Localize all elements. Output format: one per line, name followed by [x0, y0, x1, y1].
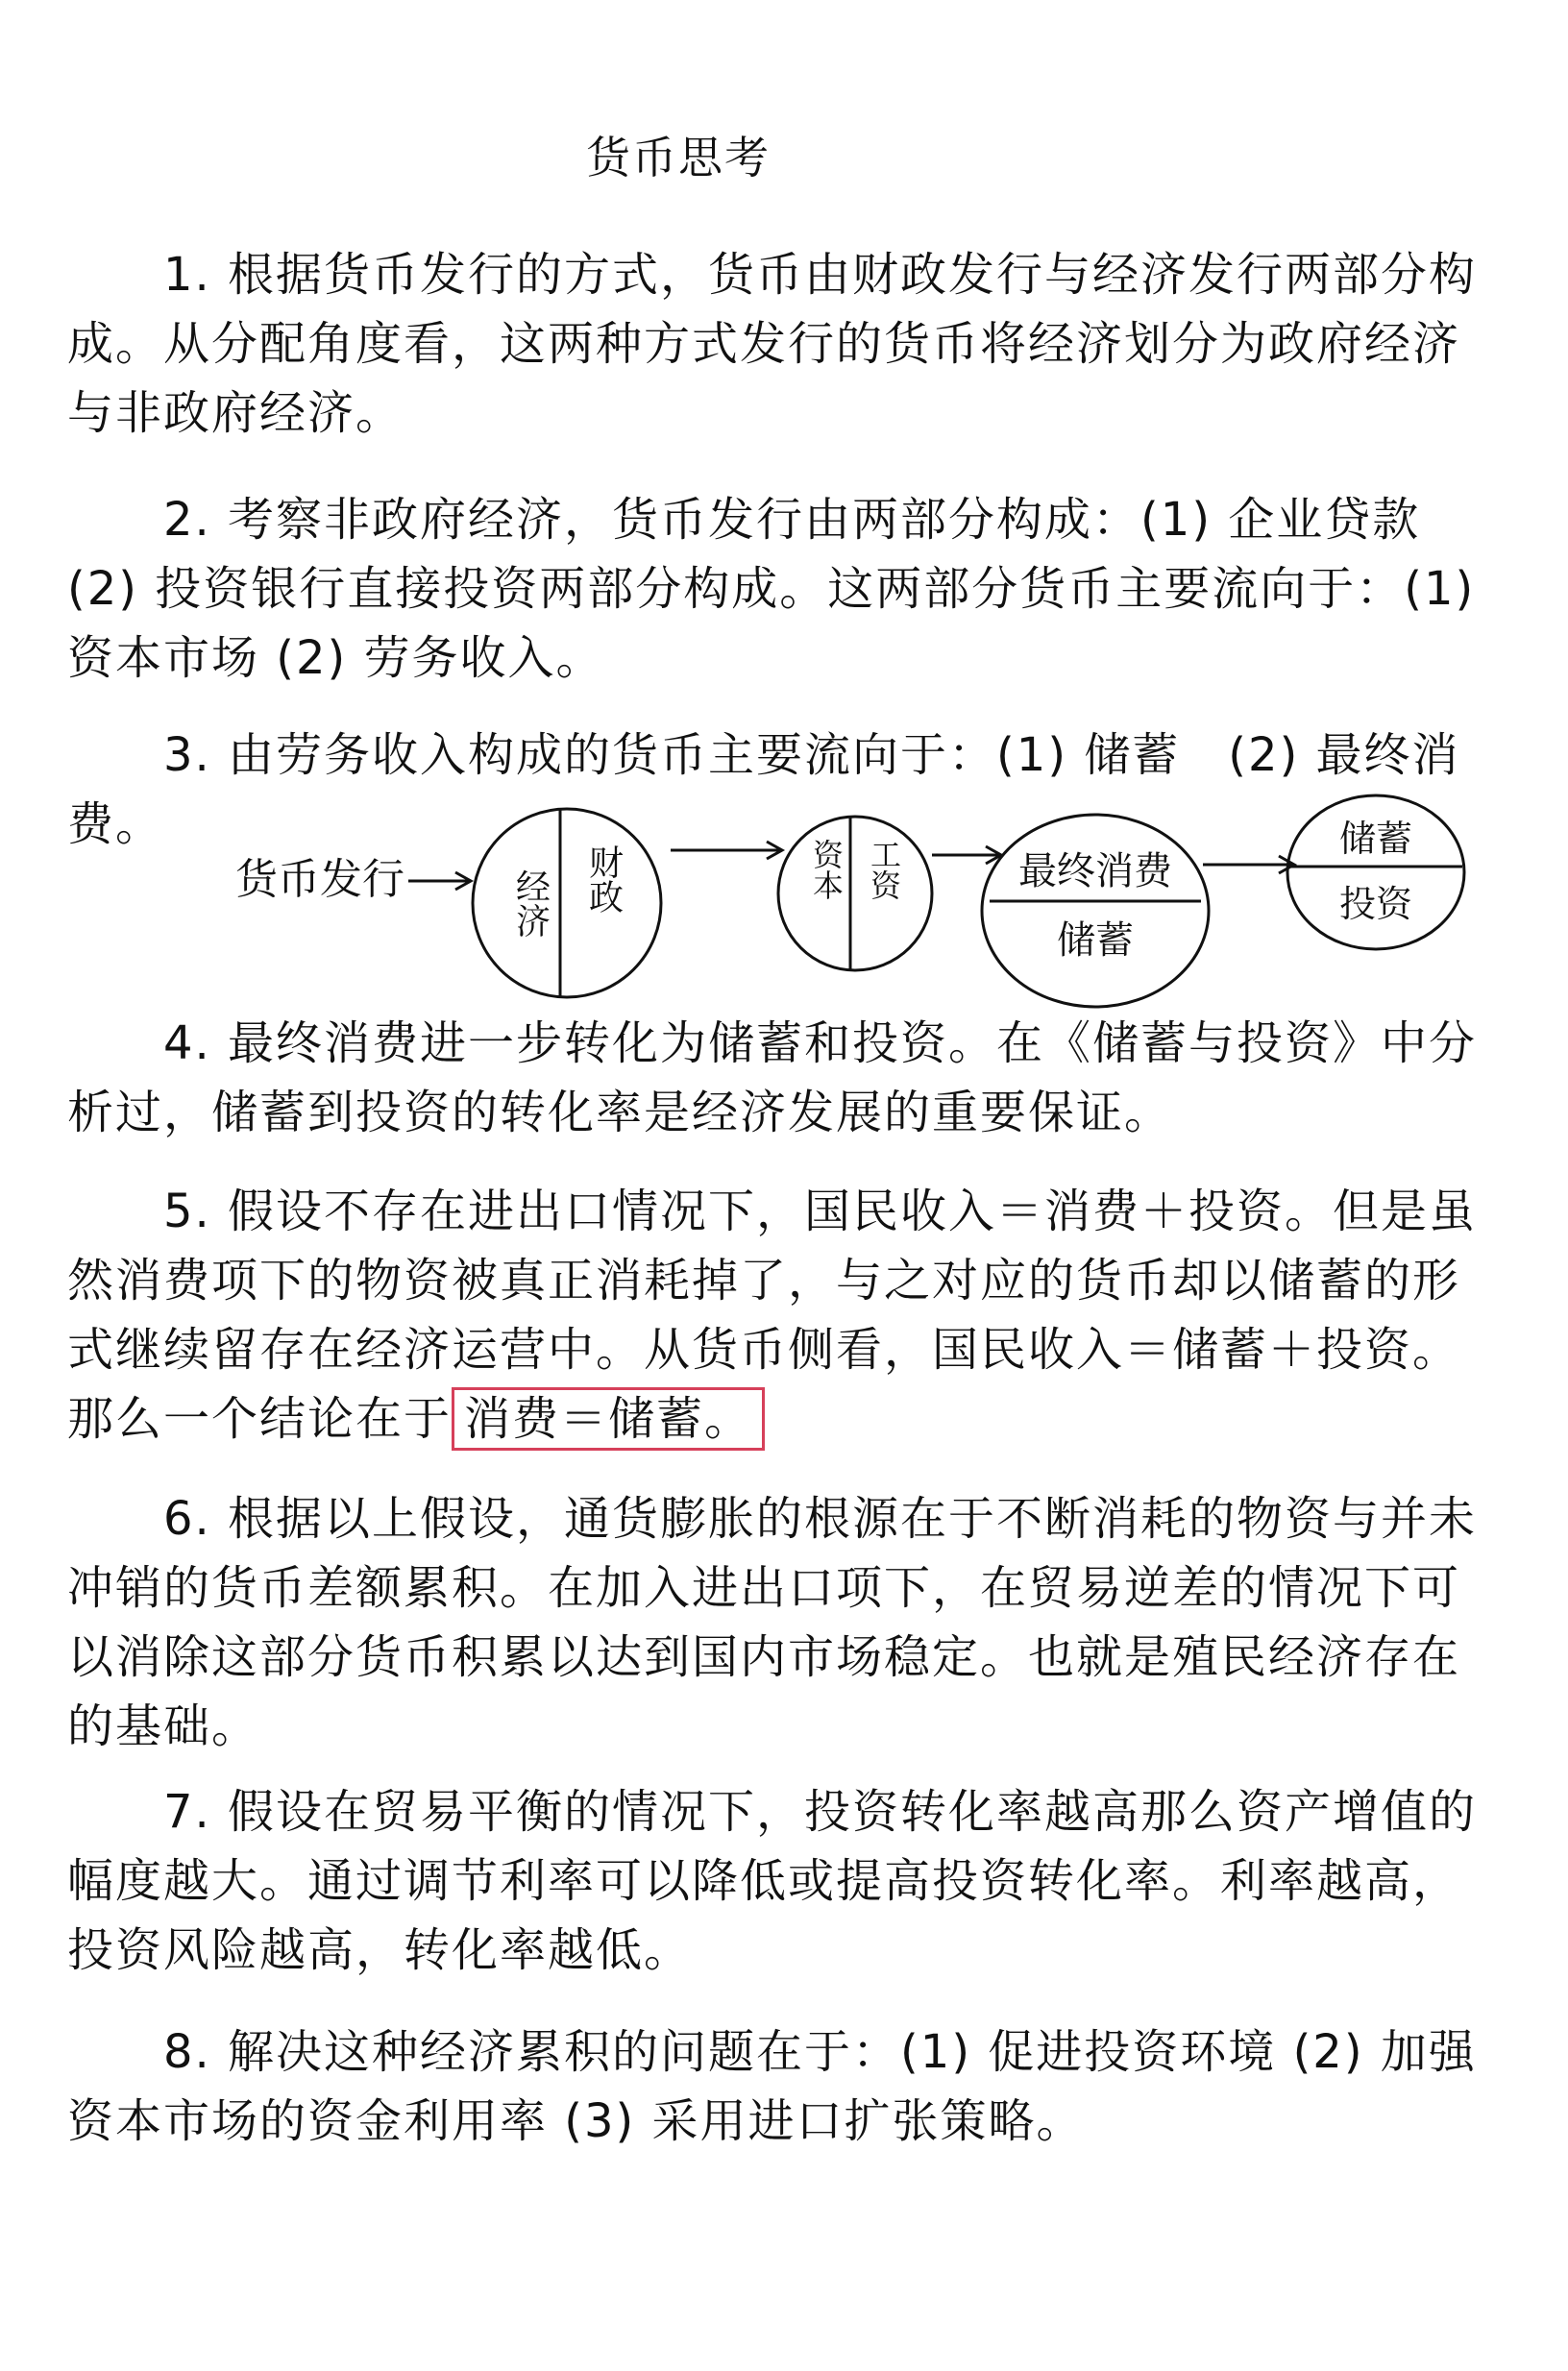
paragraph-6 [67, 1484, 1480, 1761]
node-circle-2 [778, 817, 932, 970]
paragraph-4 [67, 1009, 1480, 1147]
node-1-right-label: 财政 [583, 844, 624, 914]
node-2-left-label: 资本 [808, 839, 845, 900]
node-3-top-label: 最终消费 [1018, 849, 1172, 893]
paragraph-6-text: 6. 根据以上假设，通货膨胀的根源在于不断消耗的物资与并未冲销的货币差额累积。在加入进出口项下，在贸易逆差的情况下可以消除这部分货币积累以达到国内市场稳定。也就是殖民经济存在的基础。 [67, 1492, 1478, 1753]
paragraph-4-text: 4. 最终消费进一步转化为储蓄和投资。在《储蓄与投资》中分析过，储蓄到投资的转化率是经济发展的重要保证。 [67, 1016, 1478, 1139]
paragraph-8-text: 8. 解决这种经济累积的问题在于：(1) 促进投资环境 (2) 加强资本市场的资金利用率 (3) 采用进口扩张策略。 [67, 2025, 1477, 2148]
money-flow-diagram [0, 788, 1568, 1018]
paragraph-7 [67, 1777, 1480, 1985]
node-2-right-label: 工资 [866, 839, 902, 900]
node-4-top-label: 储蓄 [1338, 818, 1413, 860]
node-circle-3 [982, 815, 1209, 1007]
paragraph-2-text: 2. 考察非政府经济，货币发行由两部分构成：(1) 企业贷款 (2) 投资银行直接投资两部分构成。这两部分货币主要流向于：(1) 资本市场 (2) 劳务收入。 [67, 493, 1476, 685]
paragraph-1 [67, 240, 1480, 448]
paragraph-3-text: 3. 由劳务收入构成的货币主要流向于：(1) 储蓄 (2) 最终消费。 [67, 728, 1460, 851]
node-1-left-label: 经济 [510, 868, 551, 938]
paragraph-8 [67, 2017, 1480, 2156]
conclusion-box: 消费＝储蓄。 [452, 1387, 765, 1451]
paragraph-1-text: 1. 根据货币发行的方式，货币由财政发行与经济发行两部分构成。从分配角度看，这两种方式发行的货币将经济划分为政府经济与非政府经济。 [67, 248, 1478, 440]
paragraph-2 [67, 485, 1480, 693]
page-title: 货币思考 [586, 132, 771, 183]
node-3-bottom-label: 储蓄 [1057, 918, 1134, 963]
paragraph-5 [67, 1177, 1480, 1454]
diagram-start-label: 货币发行 [235, 855, 404, 904]
node-4-bottom-label: 投资 [1338, 883, 1413, 925]
node-circle-1 [473, 809, 661, 997]
paragraph-7-text: 7. 假设在贸易平衡的情况下，投资转化率越高那么资产增值的幅度越大。通过调节利率可以降低或提高投资转化率。利率越高，投资风险越高，转化率越低。 [67, 1785, 1478, 1977]
paragraph-5-text: 5. 假设不存在进出口情况下，国民收入＝消费＋投资。但是虽然消费项下的物资被真正消耗掉了，与之对应的货币却以储蓄的形式继续留存在经济运营中。从货币侧看，国民收入＝储蓄＋投资。那么一个结论在于 [67, 1185, 1478, 1446]
